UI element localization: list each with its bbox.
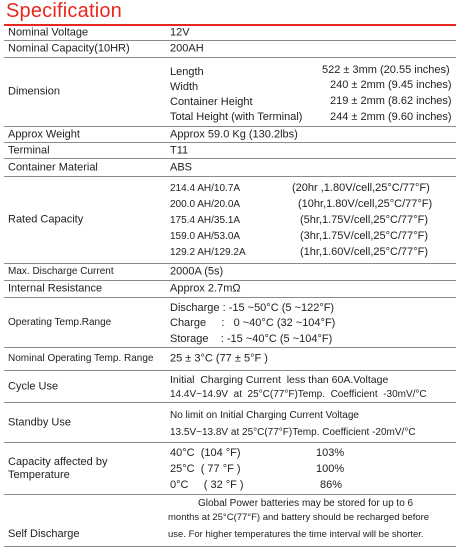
nominal-operating-temp-value: 25 ± 3°C (77 ± 5°F ): [170, 352, 268, 365]
max-discharge-value: 2000A (5s): [170, 265, 224, 278]
row-nominal-voltage: [4, 26, 456, 41]
nominal-voltage-value: 12V: [170, 26, 190, 39]
dimension-container-height-name: Container Height: [170, 96, 253, 108]
row-capacity-temperature: [4, 443, 456, 495]
row-operating-temp: [4, 298, 456, 348]
dimension-length-name: Length: [170, 66, 204, 78]
capacity-temperature-label: Capacity affected by Temperature: [8, 455, 108, 481]
cycle-use-line-2: 14.4V~14.9V at 25°C(77°F)Temp. Coefficient -30mV/°C: [170, 389, 427, 400]
cycle-use-line-1: Initial Charging Current less than 60A.Voltage: [170, 374, 389, 386]
operating-temp-storage: Storage : -15 ~40°C (5 ~104°F): [170, 333, 333, 345]
nominal-capacity-label: Nominal Capacity(10HR): [8, 42, 130, 55]
dimension-label: Dimension: [8, 85, 60, 98]
capacity-temp-1-temp: 40°C (104 °F): [170, 447, 241, 459]
terminal-value: T11: [170, 144, 189, 156]
self-discharge-line-3: use. For higher temperatures the time interval will be shorter.: [168, 529, 424, 540]
rated-capacity-value-2: 200.0 AH/20.0A: [170, 199, 241, 210]
internal-resistance-value: Approx 2.7mΩ: [170, 282, 241, 295]
capacity-temp-3-temp: 0°C ( 32 °F ): [170, 479, 244, 491]
capacity-temp-2-temp: 25°C ( 77 °F ): [170, 463, 241, 475]
nominal-capacity-value: 200AH: [170, 42, 204, 55]
operating-temp-charge: Charge : 0 ~40°C (32 ~104°F): [170, 317, 336, 329]
max-discharge-label: Max. Discharge Current: [8, 266, 114, 277]
self-discharge-line-1: Global Power batteries may be stored for up to 6: [198, 498, 414, 509]
internal-resistance-label: Internal Resistance: [8, 282, 103, 295]
cycle-use-label: Cycle Use: [8, 380, 59, 392]
capacity-temp-3-value: 86%: [320, 479, 343, 491]
row-self-discharge: [4, 495, 456, 547]
rated-capacity-condition-4: (3hr,1.75V/cell,25°C/77°F): [300, 230, 429, 242]
row-internal-resistance: [4, 281, 456, 298]
dimension-total-height-name: Total Height (with Terminal): [170, 111, 303, 123]
row-cycle-use: [4, 371, 456, 403]
container-material-value: ABS: [170, 161, 193, 173]
row-container-material: [4, 159, 456, 177]
operating-temp-label: Operating Temp.Range: [8, 316, 112, 328]
row-terminal: [4, 143, 456, 159]
dimension-length-value: 522 ± 3mm (20.55 inches): [322, 64, 450, 76]
dimension-container-height-value: 219 ± 2mm (8.62 inches): [330, 95, 452, 107]
rated-capacity-value-1: 214.4 AH/10.7A: [170, 183, 241, 194]
standby-use-line-1: No limit on Initial Charging Current Voltage: [170, 410, 359, 421]
spec-table: [4, 26, 456, 547]
rated-capacity-value-5: 129.2 AH/129.2A: [170, 247, 246, 258]
rated-capacity-condition-3: (5hr,1.75V/cell,25°C/77°F): [300, 214, 429, 226]
rated-capacity-value-3: 175.4 AH/35.1A: [170, 215, 241, 226]
rated-capacity-condition-2: (10hr,1.80V/cell,25°C/77°F): [298, 198, 433, 210]
approx-weight-value: Approx 59.0 Kg (130.2lbs): [170, 128, 298, 140]
row-standby-use: [4, 403, 456, 443]
row-max-discharge: [4, 264, 456, 281]
nominal-voltage-label: Nominal Voltage: [8, 26, 89, 39]
standby-use-line-2: 13.5V~13.8V at 25°C(77°F)Temp. Coefficient -20mV/°C: [170, 427, 416, 438]
capacity-temp-1-value: 103%: [316, 447, 345, 459]
dimension-total-height-value: 244 ± 2mm (9.60 inches): [330, 111, 452, 123]
self-discharge-label: Self Discharge: [8, 528, 80, 540]
page-title: Specification: [6, 0, 122, 22]
standby-use-label: Standby Use: [8, 416, 71, 428]
capacity-temp-2-value: 100%: [316, 463, 345, 475]
row-nominal-operating-temp: [4, 348, 456, 371]
nominal-operating-temp-label: Nominal Operating Temp. Range: [8, 353, 154, 364]
row-dimension: [4, 58, 456, 127]
rated-capacity-condition-1: (20hr ,1.80V/cell,25°C/77°F): [292, 182, 430, 194]
operating-temp-discharge: Discharge : -15 ~50°C (5 ~122°F): [170, 302, 335, 314]
rated-capacity-value-4: 159.0 AH/53.0A: [170, 231, 241, 242]
self-discharge-line-2: months at 25°C(77°F) and battery should be recharged before: [168, 512, 430, 523]
dimension-width-name: Width: [170, 81, 199, 93]
dimension-width-value: 240 ± 2mm (9.45 inches): [330, 79, 452, 91]
row-rated-capacity: [4, 177, 456, 264]
approx-weight-label: Approx Weight: [8, 128, 80, 140]
rated-capacity-label: Rated Capacity: [8, 213, 84, 226]
row-approx-weight: [4, 127, 456, 143]
terminal-label: Terminal: [8, 144, 50, 156]
container-material-label: Container Material: [8, 161, 98, 173]
row-nominal-capacity: [4, 41, 456, 58]
rated-capacity-condition-5: (1hr,1.60V/cell,25°C/77°F): [300, 246, 429, 258]
